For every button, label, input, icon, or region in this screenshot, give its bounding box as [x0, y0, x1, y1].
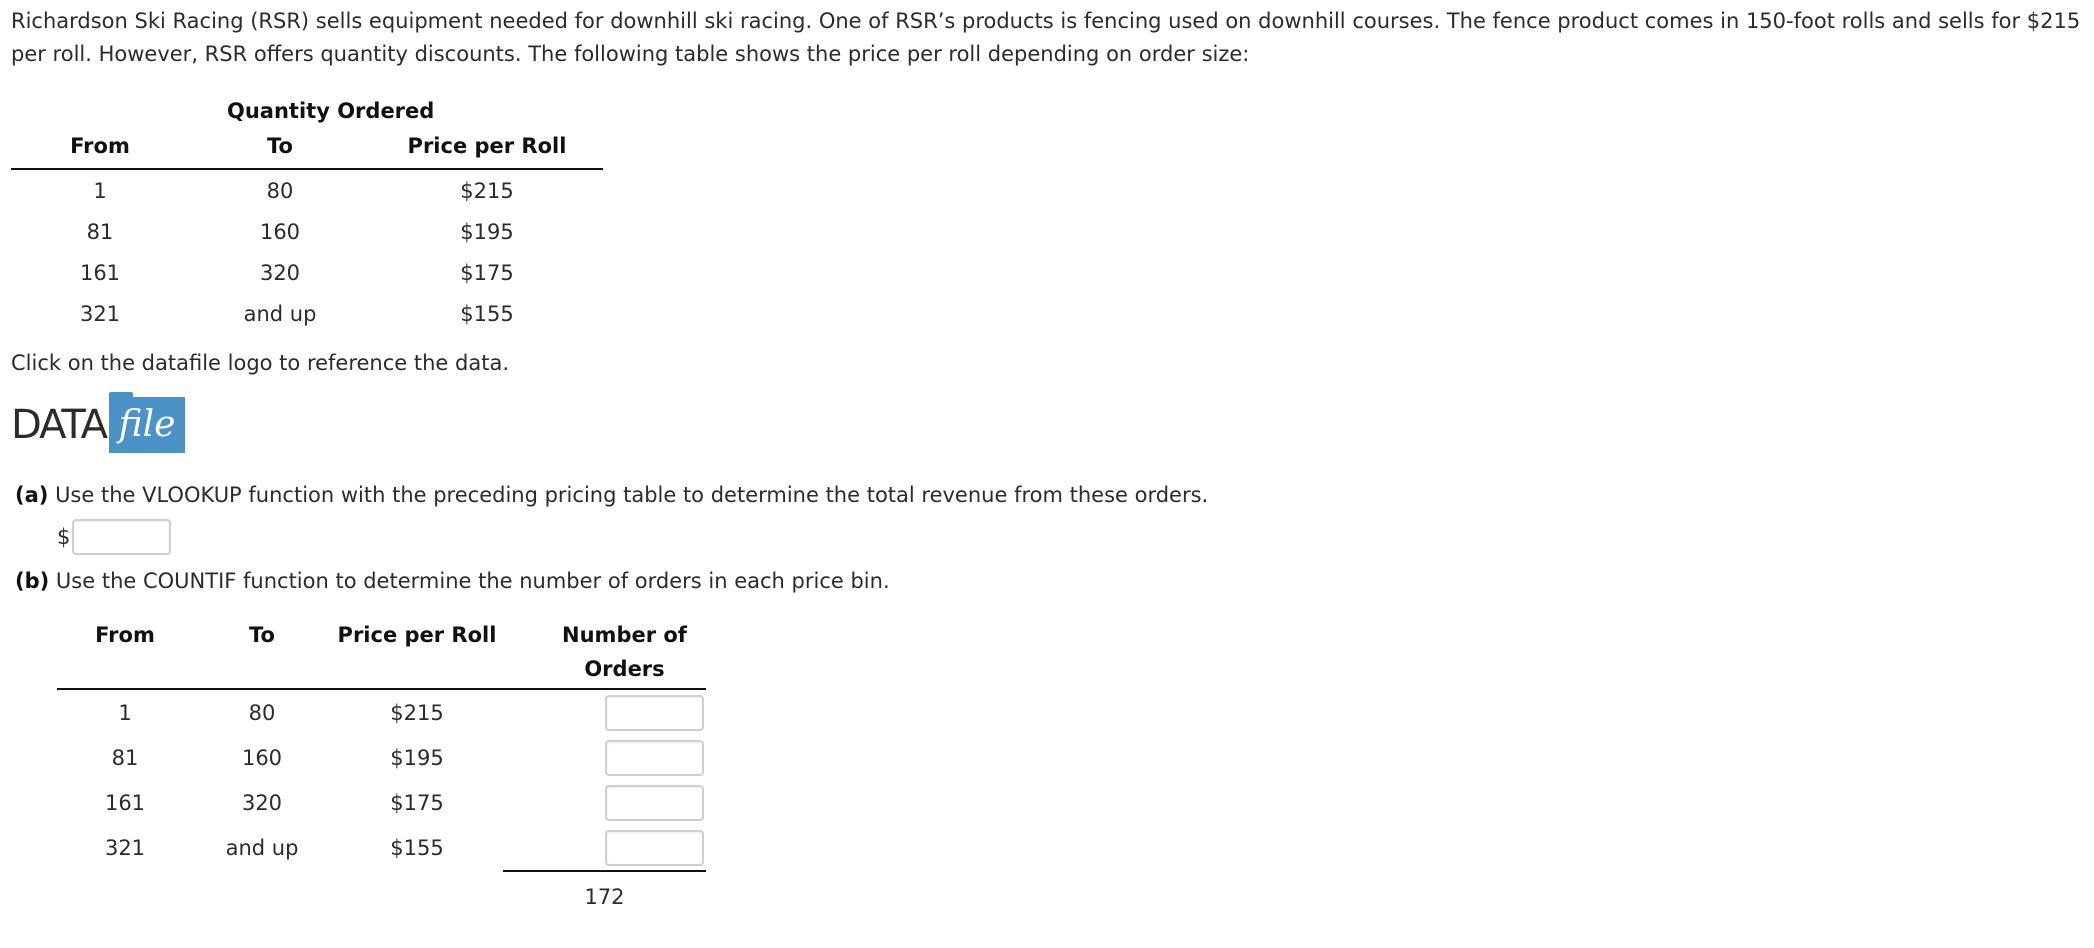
intro-text: Richardson Ski Racing (RSR) sells equipment needed for downhill ski racing. One of RSR’s products is fencing used on downhill courses. The fence product comes in 150-foot rolls and sells for $215 per roll. However, RSR offers quantity discounts. The following table shows the price per roll depending on order size: [11, 9, 2081, 66]
logo-file-folder-icon: file [109, 397, 185, 453]
price-header: Price per Roll [331, 618, 503, 689]
part-b-question [15, 567, 890, 595]
from-cell: 81 [111, 745, 139, 770]
datafile-note: Click on the datafile logo to reference the data. [11, 351, 510, 375]
price-bin-table [57, 618, 706, 922]
part-b-label: (b) [15, 569, 50, 593]
to-cell: 80 [248, 700, 276, 725]
table-row [11, 211, 603, 252]
total-row [57, 871, 706, 922]
table-row [11, 293, 603, 334]
table-row [57, 735, 706, 780]
to-cell: and up [225, 836, 299, 860]
to-cell: 320 [241, 790, 283, 815]
total-revenue-input[interactable] [72, 519, 171, 555]
from-header: From [57, 618, 193, 689]
orders-count-input[interactable] [605, 740, 704, 776]
currency-symbol: $ [57, 525, 71, 549]
part-a-label: (a) [15, 483, 49, 507]
table-row [57, 780, 706, 825]
orders-count-input[interactable] [605, 785, 704, 821]
pricing-group-header-row [11, 94, 603, 128]
price-cell: $215 [460, 178, 514, 203]
table-row [11, 252, 603, 293]
price-cell: $195 [390, 745, 444, 770]
from-cell: 321 [104, 836, 146, 860]
to-cell: 320 [259, 260, 301, 285]
datafile-logo[interactable] [11, 394, 185, 456]
from-cell: 321 [79, 301, 121, 326]
from-cell: 161 [104, 790, 146, 815]
to-cell: 160 [241, 745, 283, 770]
price-cell: $195 [460, 219, 514, 244]
number-of-orders-header: Number of Orders [503, 618, 706, 689]
to-header: To [189, 128, 371, 169]
table-row [11, 169, 603, 211]
bin-header-row [57, 618, 706, 689]
orders-count-input[interactable] [605, 830, 704, 866]
to-cell: 160 [259, 219, 301, 244]
from-cell: 161 [79, 260, 121, 285]
price-cell: $175 [460, 260, 514, 285]
from-cell: 81 [86, 219, 114, 244]
from-cell: 1 [118, 700, 132, 725]
orders-count-input[interactable] [605, 695, 704, 731]
to-cell: and up [243, 301, 317, 326]
part-a-text: Use the VLOOKUP function with the preceding pricing table to determine the total revenue from these orders. [55, 483, 1209, 507]
from-cell: 1 [93, 178, 107, 203]
part-a-answer [57, 519, 171, 555]
from-header: From [11, 128, 189, 169]
table-row [57, 689, 706, 735]
price-cell: $155 [460, 301, 514, 326]
logo-data-text: DATA [11, 402, 107, 448]
price-cell: $215 [390, 700, 444, 725]
price-header: Price per Roll [371, 128, 603, 169]
part-b-text: Use the COUNTIF function to determine the number of orders in each price bin. [55, 569, 890, 593]
quantity-ordered-header: Quantity Ordered [227, 99, 435, 123]
table-row [57, 825, 706, 871]
part-a-question [15, 481, 1208, 509]
price-cell: $155 [390, 836, 444, 860]
to-header: To [193, 618, 331, 689]
pricing-header-row [11, 128, 603, 169]
to-cell: 80 [266, 178, 294, 203]
total-orders-value: 172 [503, 871, 706, 922]
pricing-table [11, 94, 603, 334]
price-cell: $175 [390, 790, 444, 815]
